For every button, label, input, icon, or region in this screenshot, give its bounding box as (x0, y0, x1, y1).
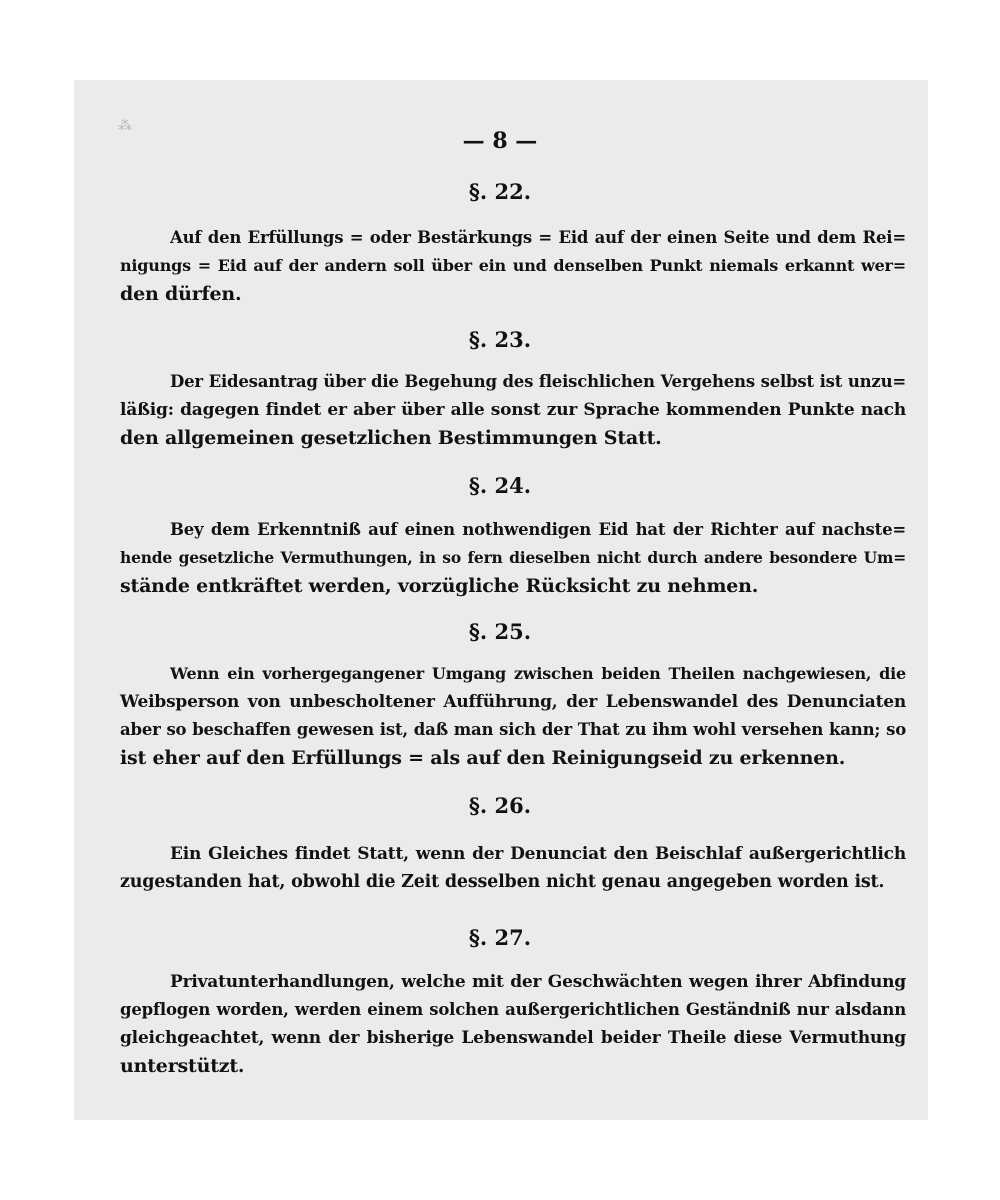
ink-smudge: ⁂ (118, 118, 132, 134)
section-heading-26: §. 26. (468, 793, 532, 818)
paragraph-line: unterstützt. (120, 1055, 245, 1077)
paragraph-line: Der Eidesantrag über die Begehung des fleischlichen Vergehens selbst ist unzu= (170, 372, 906, 391)
paragraph-line: hende gesetzliche Vermuthungen, in so fern dieselben nicht durch andere besondere Um= (120, 548, 906, 567)
section-heading-23: §. 23. (468, 327, 532, 352)
section-heading-25: §. 25. (468, 619, 532, 644)
paragraph-line: nigungs = Eid auf der andern soll über ein und denselben Punkt niemals erkannt wer= (120, 256, 906, 275)
paragraph-line: Auf den Erfüllungs = oder Bestärkungs = Eid auf der einen Seite und dem Rei= (170, 228, 906, 247)
paragraph-line: Weibsperson von unbescholtener Aufführung, der Lebenswandel des Denunciaten (120, 692, 906, 712)
paragraph-line: ist eher auf den Erfüllungs = als auf den Reinigungseid zu erkennen. (120, 747, 846, 769)
page-number: — 8 — (462, 128, 538, 154)
paragraph-line: Ein Gleiches findet Statt, wenn der Denunciat den Beischlaf außergerichtlich (170, 844, 906, 864)
section-heading-24: §. 24. (468, 473, 532, 498)
paragraph-line: stände entkräftet werden, vorzügliche Rücksicht zu nehmen. (120, 575, 759, 597)
paragraph-line: Privatunterhandlungen, welche mit der Geschwächten wegen ihrer Abfindung (170, 972, 906, 992)
paragraph-line: Wenn ein vorhergegangener Umgang zwischen beiden Theilen nachgewiesen, die (170, 664, 906, 683)
paragraph-line: Bey dem Erkenntniß auf einen nothwendigen Eid hat der Richter auf nachste= (170, 520, 906, 539)
paragraph-line: gleichgeachtet, wenn der bisherige Lebenswandel beider Theile diese Vermuthung (120, 1028, 906, 1048)
paragraph-line: aber so beschaffen gewesen ist, daß man sich der That zu ihm wohl versehen kann; so (120, 720, 906, 739)
paragraph-line: gepflogen worden, werden einem solchen außergerichtlichen Geständniß nur alsdann (120, 1000, 906, 1019)
paragraph-line: den allgemeinen gesetzlichen Bestimmungen Statt. (120, 427, 662, 449)
paragraph-line: zugestanden hat, obwohl die Zeit desselben nicht genau angegeben worden ist. (120, 872, 885, 892)
paragraph-line: den dürfen. (120, 283, 242, 305)
paragraph-line: läßig: dagegen findet er aber über alle sonst zur Sprache kommenden Punkte nach (120, 400, 906, 420)
section-heading-27: §. 27. (468, 925, 532, 950)
section-heading-22: §. 22. (468, 179, 532, 204)
